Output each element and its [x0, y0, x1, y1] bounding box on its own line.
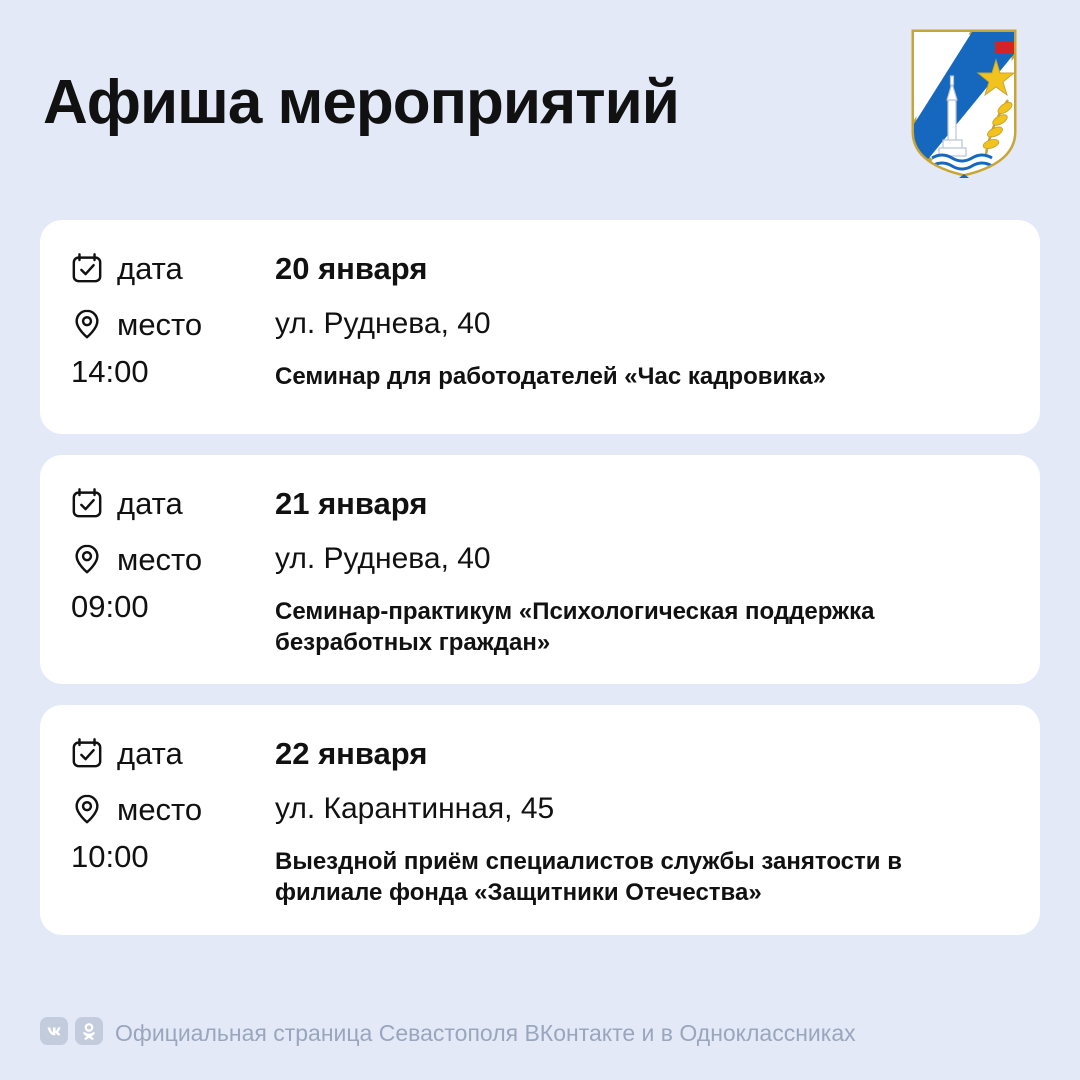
event-description-row — [70, 841, 1010, 908]
event-description: Семинар-практикум «Психологическая поддержка безработных граждан» — [275, 598, 875, 656]
event-time: 09:00 — [71, 589, 149, 624]
header — [0, 0, 1080, 200]
event-description: Семинар для работодателей «Час кадровика» — [275, 363, 826, 390]
date-label: дата — [117, 250, 183, 286]
event-card — [40, 705, 1040, 934]
social-icons — [40, 1017, 103, 1050]
event-place-row — [70, 533, 1010, 585]
odnoklassniki-icon[interactable] — [75, 1017, 103, 1050]
place-label-cell — [70, 542, 275, 576]
event-card — [40, 220, 1040, 434]
date-label-cell — [70, 251, 275, 285]
place-label-cell — [70, 307, 275, 341]
date-label: дата — [117, 485, 183, 521]
place-label-cell — [70, 792, 275, 826]
event-place-row — [70, 783, 1010, 835]
event-date-row — [70, 477, 1010, 529]
map-pin-icon — [70, 542, 104, 576]
place-label: место — [117, 791, 203, 827]
event-time: 10:00 — [71, 839, 149, 875]
event-card — [40, 455, 1040, 684]
footer — [40, 1017, 856, 1050]
event-time: 14:00 — [71, 354, 149, 389]
coat-of-arms-sevastopol — [910, 28, 1018, 178]
event-description-row — [70, 356, 1010, 408]
map-pin-icon — [70, 792, 104, 826]
event-place-row — [70, 298, 1010, 350]
event-date-value: 22 января — [275, 735, 428, 771]
event-date-row — [70, 727, 1010, 779]
calendar-check-icon — [70, 251, 104, 285]
footer-text: Официальная страница Севастополя ВКонтакте и в Одноклассниках — [115, 1020, 856, 1046]
date-label-cell — [70, 486, 275, 520]
calendar-check-icon — [70, 736, 104, 770]
event-date-value: 21 января — [275, 485, 428, 521]
event-place-value: ул. Карантинная, 45 — [275, 792, 555, 826]
time-cell — [70, 839, 275, 875]
time-cell — [70, 591, 275, 622]
event-date-row — [70, 242, 1010, 294]
time-cell — [70, 356, 275, 387]
vk-icon[interactable] — [40, 1017, 68, 1050]
page-title: Афиша мероприятий — [43, 68, 679, 137]
events-list — [40, 220, 1040, 956]
event-description: Выездной приём специалистов службы занятости в филиале фонда «Защитники Отечества» — [275, 848, 902, 907]
map-pin-icon — [70, 307, 104, 341]
event-description-row — [70, 591, 1010, 658]
event-date-value: 20 января — [275, 250, 428, 286]
event-place-value: ул. Руднева, 40 — [275, 307, 491, 340]
event-place-value: ул. Руднева, 40 — [275, 542, 491, 575]
calendar-check-icon — [70, 486, 104, 520]
date-label: дата — [117, 735, 183, 771]
place-label: место — [117, 306, 203, 342]
place-label: место — [117, 541, 203, 577]
date-label-cell — [70, 736, 275, 770]
